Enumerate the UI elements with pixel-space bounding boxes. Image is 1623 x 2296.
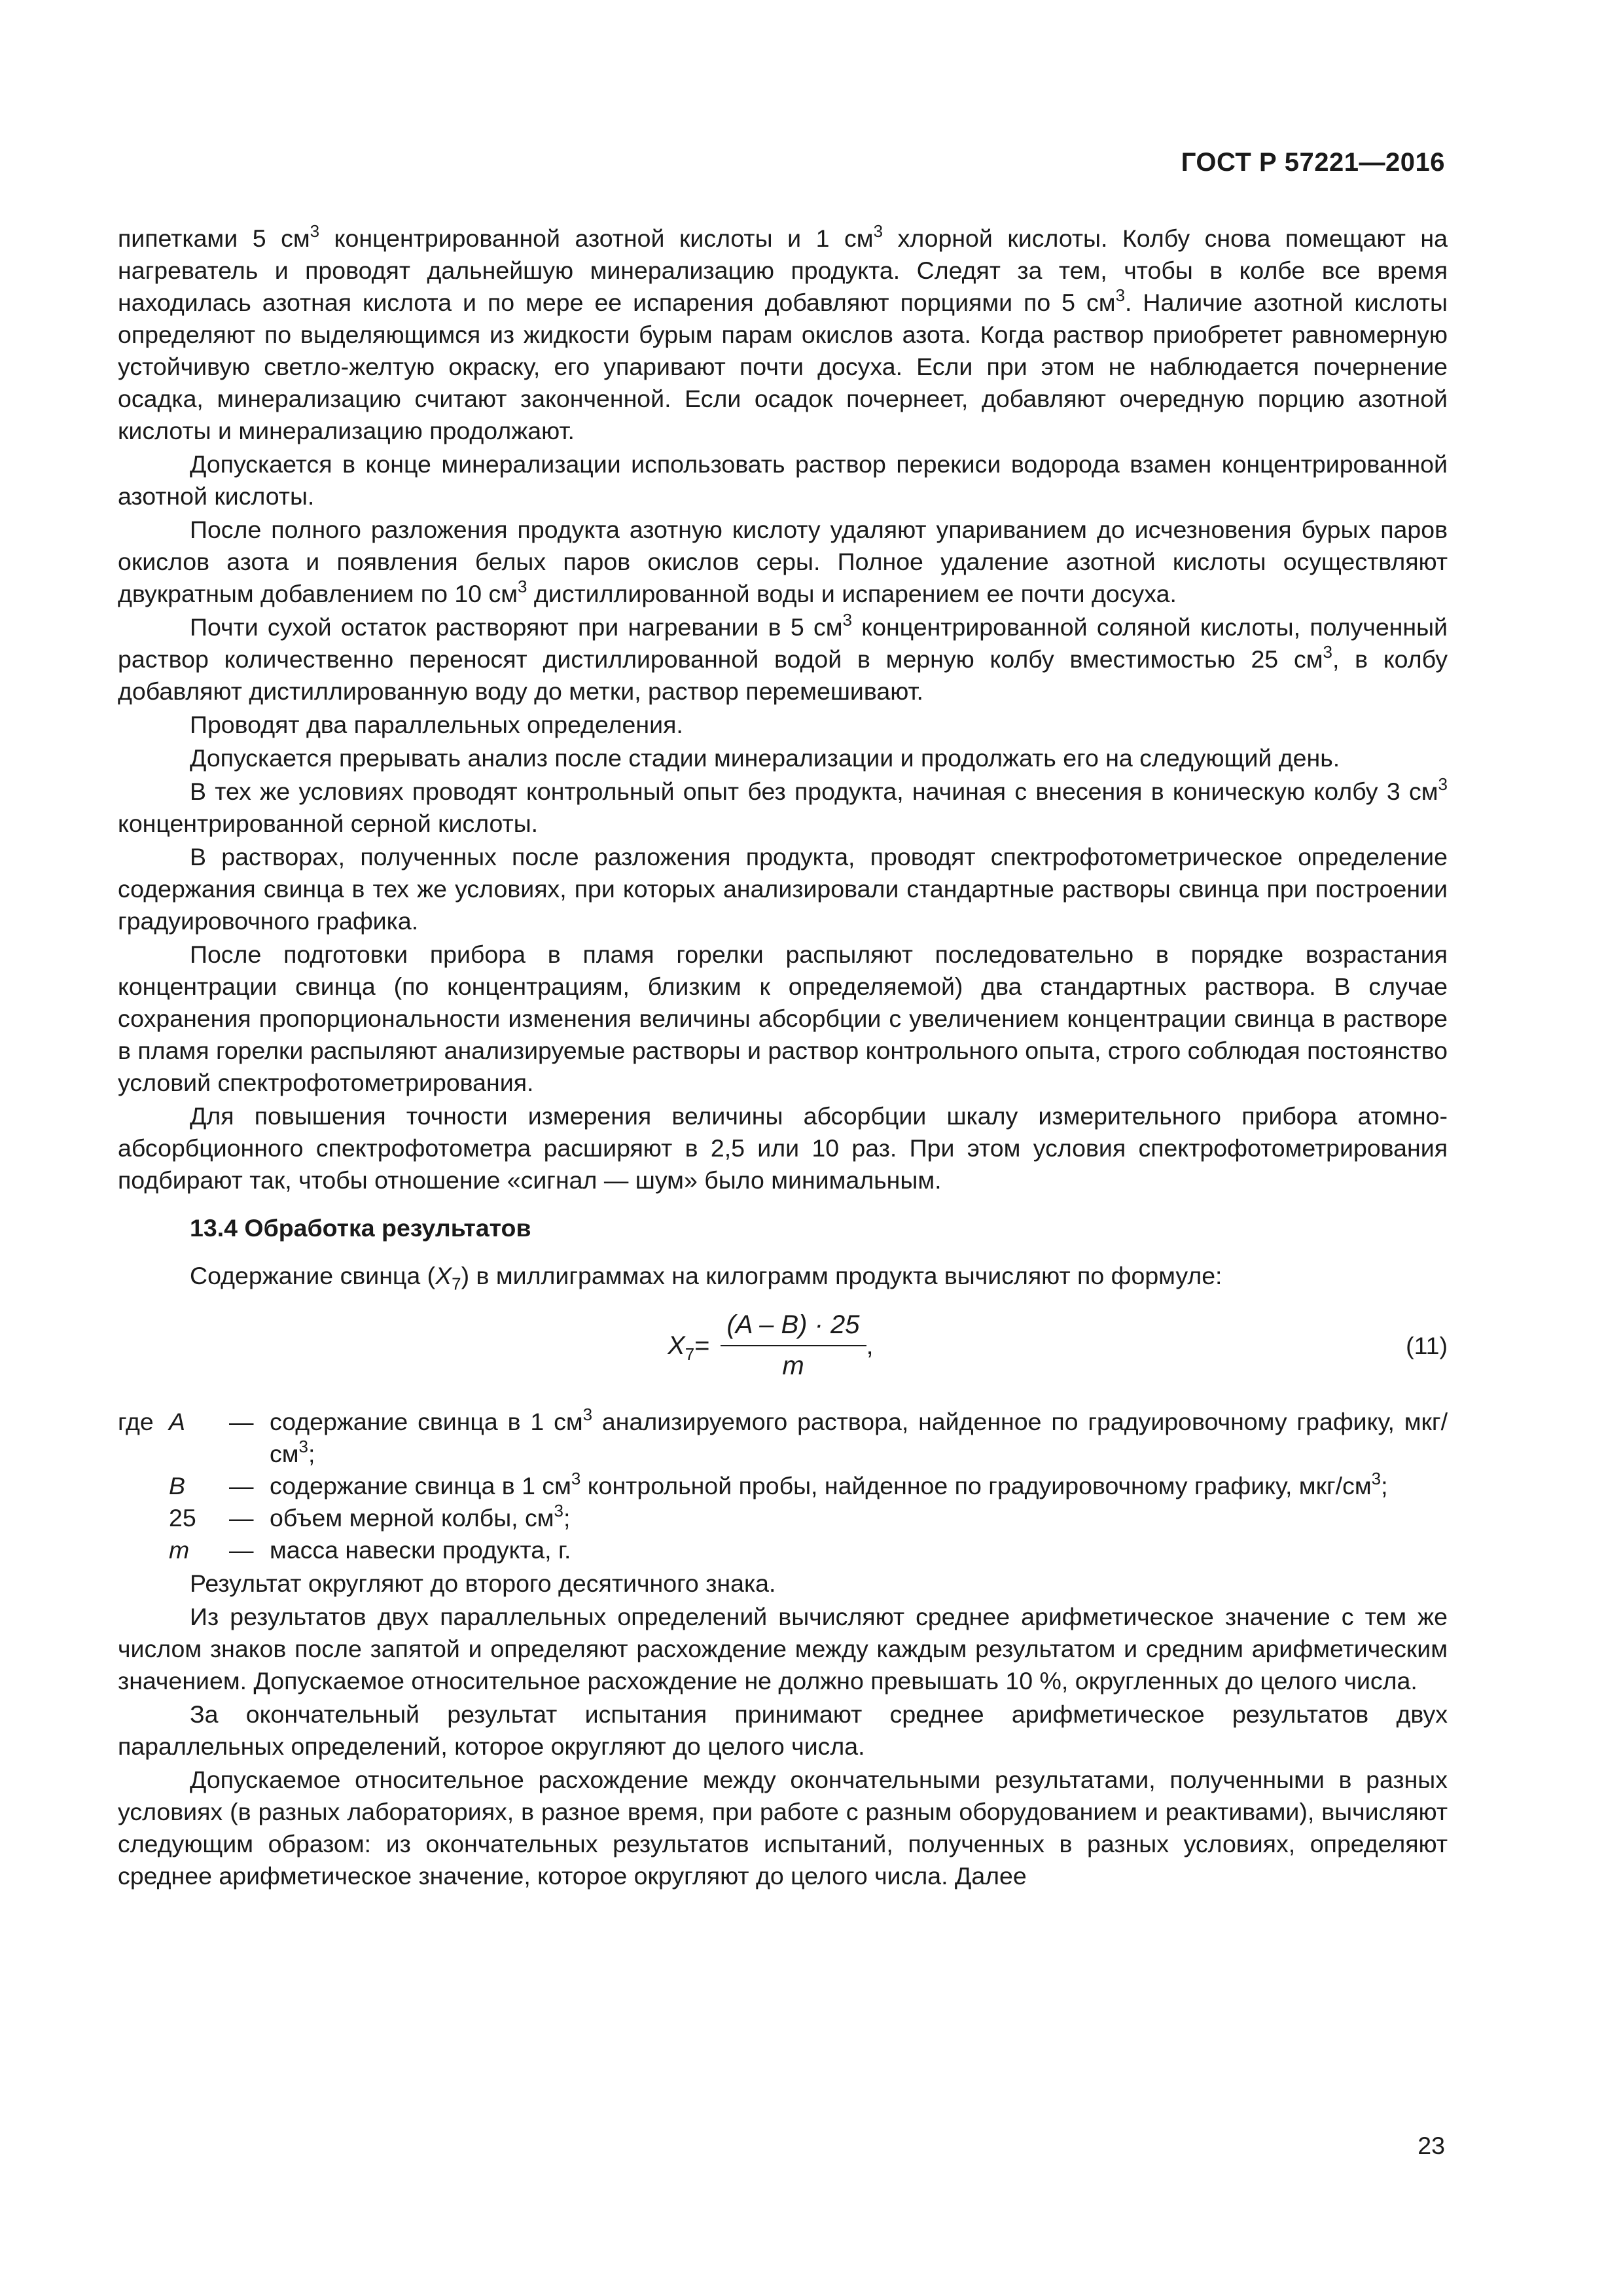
paragraph: Результат округляют до второго десятичного знака. [190, 1570, 776, 1597]
variable-definitions [118, 1406, 1448, 1566]
formula-denominator: m [782, 1352, 804, 1380]
definition-row: 25 — объем мерной колбы, $см^3$; [169, 1500, 571, 1532]
body-text [118, 223, 1448, 1893]
formula-fraction [721, 1309, 866, 1382]
paragraph: Для повышения точности измерения величины абсорбции шкалу измерительного прибора атомно-абсорбционного спектрофотометра расширяют в 2,5 или 10 раз. При этом условия спектрофотометрирования подбирают так, чтобы отношение «сигнал — шум» было минимальным. [118, 1102, 1448, 1194]
equation-number: (11) [1406, 1332, 1448, 1359]
definition-row: m — масса навески продукта, г. [169, 1536, 571, 1564]
paragraph: В тех же условиях проводят контрольный опыт без продукта, начиная с внесения в коническую колбу 3 $см^3$ концентрированной серной кислоты. [118, 774, 1448, 837]
paragraph: После полного разложения продукта азотную кислоту удаляют упариванием до исчезновения бурых паров окислов азота и появления белых паров окислов серы. Полное удаление азотной кислоты осуществляют двукратным добавлением по 10 $см^3$ дистиллированной воды и испарением ее почти досуха. [118, 516, 1448, 607]
formula-block [118, 1301, 1448, 1399]
formula: $X_7$ = $\frac{(A - B) \cdot 25}{m}$ , [668, 1309, 874, 1382]
definition-row: B — содержание свинца в 1 $см^3$ контрольной пробы, найденное по градуировочному графику, мкг/$см^3$; [169, 1468, 1388, 1499]
paragraph-continuation: пипетками 5 $см^3$ концентрированной азотной кислоты и 1 $см^3$ хлорной кислоты. Колбу снова помещают на нагреватель и проводят дальнейшую минерализацию продукта. Следят за тем, чтобы в колбе все время находилась азотная кислота и по мере ее испарения добавляют порциями по 5 $см^3$. Наличие азотной кислоты определяют по выделяющимся из жидкости бурым парам окислов азота. Когда раствор приобретет равномерную устойчивую светло-желтую окраску, его упаривают почти досуха. Если при этом не наблюдается почернение осадка, минерализацию считают законченной. Если осадок почернеет, добавляют очередную порцию азотной кислоты и минерализацию продолжают. [118, 221, 1448, 444]
paragraph: Допускается в конце минерализации использовать раствор перекиси водорода взамен концентрированной азотной кислоты. [118, 450, 1448, 510]
formula-numerator: (A – B) · 25 [721, 1309, 866, 1346]
section-heading: 13.4 Обработка результатов [190, 1214, 531, 1242]
page-number: 23 [1418, 2132, 1445, 2159]
formula-lhs: $X_7$ [668, 1331, 695, 1364]
paragraph: Проводят два параллельных определения. [190, 711, 683, 738]
paragraph: За окончательный результат испытания принимают среднее арифметическое результатов двух параллельных определений, которое округляют до целого числа. [118, 1700, 1448, 1760]
paragraph: Допускаемое относительное расхождение между окончательными результатами, полученными в разных условиях (в разных лабораториях, в разное время, при работе с разным оборудованием и реактивами), вычисляют следующим образом: из окончательных результатов испытаний, полученных в разных условиях, определяют среднее арифметическое значение, которое округляют до целого числа. Далее [118, 1766, 1448, 1890]
paragraph: Почти сухой остаток растворяют при нагревании в 5 $см^3$ концентрированной соляной кислоты, полученный раствор количественно переносят дистиллированной водой в мерную колбу вместимостью 25 $см^3$, в колбу добавляют дистиллированную воду до метки, раствор перемешивают. [118, 609, 1448, 705]
paragraph: В растворах, полученных после разложения продукта, проводят спектрофотометрическое определение содержания свинца в тех же условиях, при которых анализировали стандартные растворы свинца при построении градуировочного графика. [118, 843, 1448, 935]
standard-designation: ГОСТ Р 57221—2016 [1181, 148, 1445, 177]
formula-intro: Содержание свинца $(X_7)$ в миллиграммах на килограмм продукта вычисляют по формуле: [190, 1262, 1222, 1294]
definition-row: где A — содержание свинца в 1 $см^3$ анализируемого раствора, найденное по градуировочному графику, мкг/$см^3$; [118, 1404, 1448, 1467]
paragraph: Допускается прерывать анализ после стадии минерализации и продолжать его на следующий день. [190, 744, 1340, 772]
paragraph: Из результатов двух параллельных определений вычисляют среднее арифметическое значение с тем же числом знаков после запятой и определяют расхождение между каждым результатом и средним арифметическим значением. Допускаемое относительное расхождение не должно превышать 10 %, округленных до целого числа. [118, 1603, 1448, 1695]
paragraph: После подготовки прибора в пламя горелки распыляют последовательно в порядке возрастания концентрации свинца (по концентрациям, близким к определяемой) два стандартных раствора. В случае сохранения пропорциональности изменения величины абсорбции с увеличением концентрации свинца в растворе в пламя горелки распыляют анализируемые растворы и раствор контрольного опыта, строго соблюдая постоянство условий спектрофотометрирования. [118, 941, 1448, 1096]
